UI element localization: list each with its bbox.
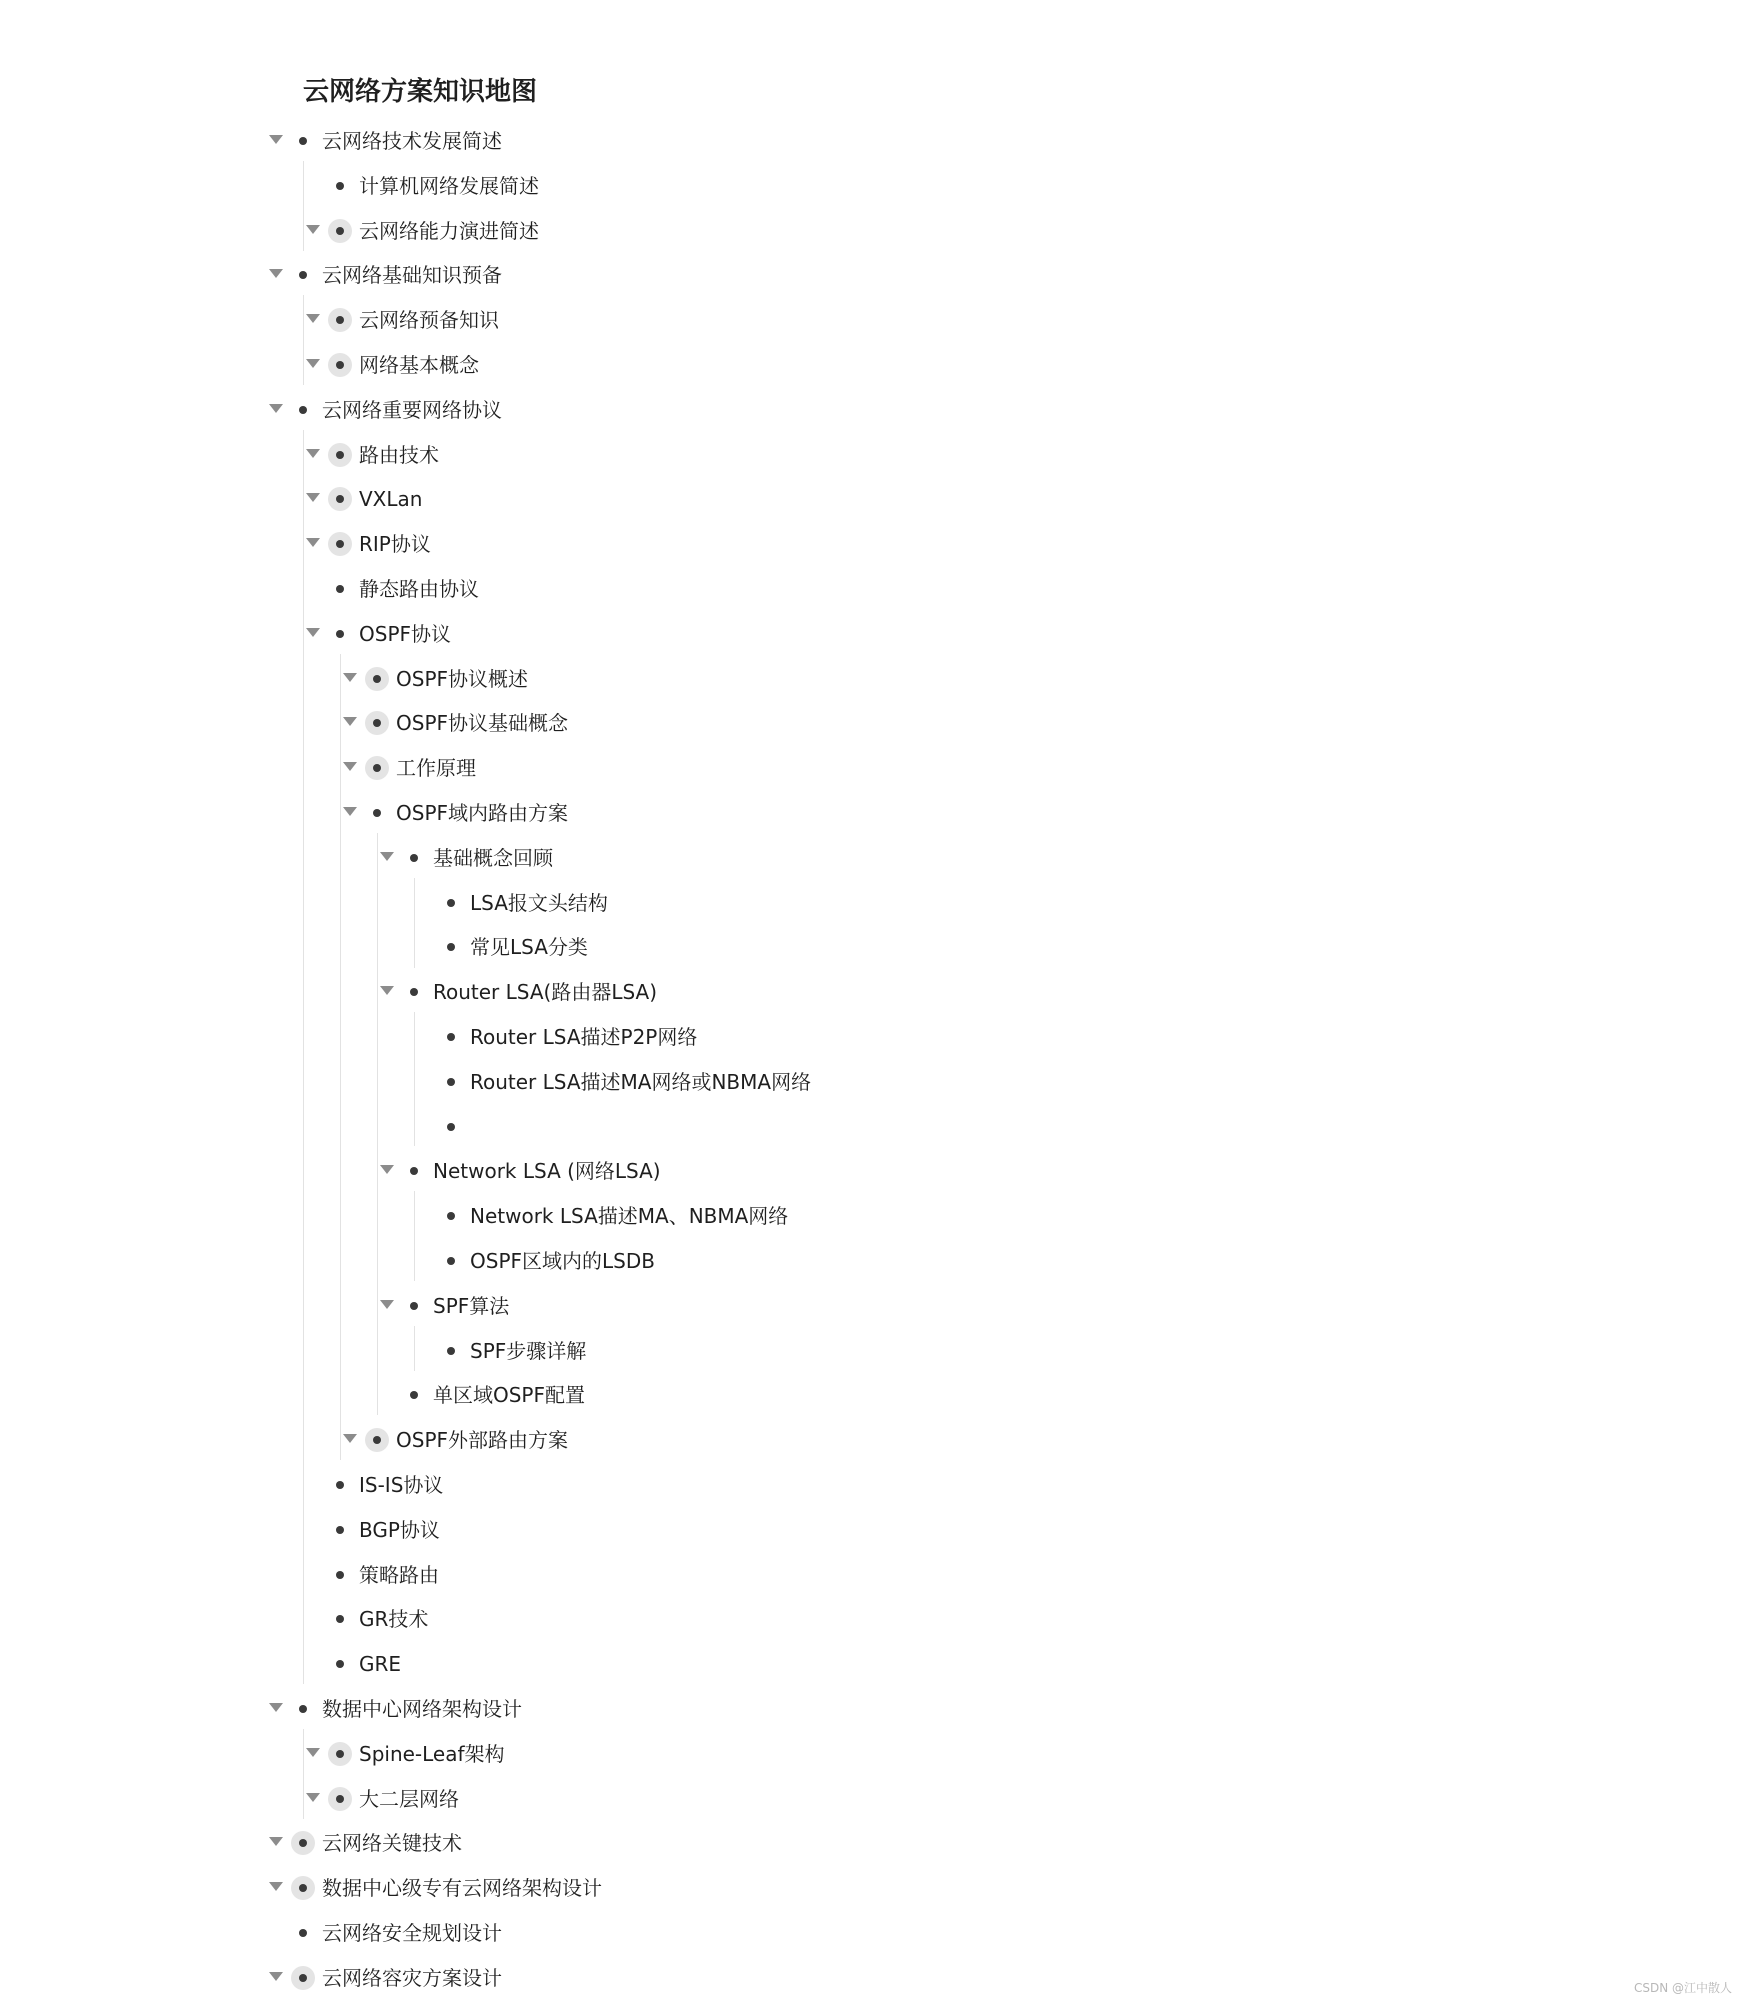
outline-item-label[interactable]: 基础概念回顾 bbox=[433, 846, 553, 870]
toggle-caret-icon[interactable] bbox=[306, 225, 320, 234]
outline-item[interactable] bbox=[0, 1420, 1746, 1460]
outline-item-label[interactable]: Network LSA描述MA、NBMA网络 bbox=[470, 1204, 789, 1228]
bullet-dot-icon[interactable] bbox=[447, 899, 455, 907]
outline-item-label[interactable]: OSPF区域内的LSDB bbox=[470, 1249, 655, 1273]
outline-item-label[interactable]: 云网络关键技术 bbox=[322, 1831, 462, 1855]
bullet-dot-icon[interactable] bbox=[336, 585, 344, 593]
outline-item[interactable] bbox=[0, 345, 1746, 385]
bullet-dot-icon[interactable] bbox=[410, 1302, 418, 1310]
bullet-dot-icon[interactable] bbox=[336, 451, 344, 459]
outline-item-label[interactable]: 数据中心级专有云网络架构设计 bbox=[322, 1876, 602, 1900]
outline-item-label[interactable]: 静态路由协议 bbox=[359, 577, 479, 601]
toggle-caret-icon[interactable] bbox=[380, 1165, 394, 1174]
outline-item[interactable] bbox=[0, 1017, 1746, 1057]
toggle-caret-icon[interactable] bbox=[380, 1300, 394, 1309]
bullet-dot-icon[interactable] bbox=[447, 1033, 455, 1041]
bullet-dot-icon[interactable] bbox=[336, 182, 344, 190]
outline-item[interactable] bbox=[0, 1868, 1746, 1908]
bullet-dot-icon[interactable] bbox=[410, 988, 418, 996]
outline-item-label[interactable]: Router LSA描述MA网络或NBMA网络 bbox=[470, 1070, 812, 1094]
outline-item[interactable] bbox=[0, 166, 1746, 206]
bullet-dot-icon[interactable] bbox=[299, 1705, 307, 1713]
outline-item-label[interactable]: GRE bbox=[359, 1652, 402, 1676]
toggle-caret-icon[interactable] bbox=[306, 314, 320, 323]
outline-item[interactable] bbox=[0, 972, 1746, 1012]
outline-item[interactable] bbox=[0, 1375, 1746, 1415]
bullet-dot-icon[interactable] bbox=[336, 1750, 344, 1758]
bullet-dot-icon[interactable] bbox=[447, 943, 455, 951]
bullet-dot-icon[interactable] bbox=[336, 1615, 344, 1623]
bullet-dot-icon[interactable] bbox=[373, 809, 381, 817]
bullet-dot-icon[interactable] bbox=[336, 1795, 344, 1803]
outline-item-label[interactable]: SPF步骤详解 bbox=[470, 1339, 587, 1363]
outline-item[interactable] bbox=[0, 300, 1746, 340]
toggle-caret-icon[interactable] bbox=[269, 404, 283, 413]
toggle-caret-icon[interactable] bbox=[306, 449, 320, 458]
bullet-dot-icon[interactable] bbox=[410, 1167, 418, 1175]
outline-item-label[interactable]: 云网络预备知识 bbox=[359, 308, 499, 332]
outline-item-label[interactable]: Router LSA(路由器LSA) bbox=[433, 980, 658, 1004]
toggle-caret-icon[interactable] bbox=[380, 852, 394, 861]
toggle-caret-icon[interactable] bbox=[306, 493, 320, 502]
outline-item-label[interactable]: 大二层网络 bbox=[359, 1787, 459, 1811]
outline-item-label[interactable]: VXLan bbox=[359, 487, 423, 511]
outline-item[interactable] bbox=[0, 1913, 1746, 1953]
outline-item[interactable] bbox=[0, 1465, 1746, 1505]
outline-item[interactable] bbox=[0, 748, 1746, 788]
outline-item[interactable] bbox=[0, 1331, 1746, 1371]
bullet-dot-icon[interactable] bbox=[373, 719, 381, 727]
toggle-caret-icon[interactable] bbox=[306, 1793, 320, 1802]
outline-item-label[interactable]: OSPF协议概述 bbox=[396, 667, 529, 691]
outline-item[interactable] bbox=[0, 1555, 1746, 1595]
outline-item[interactable] bbox=[0, 1062, 1746, 1102]
bullet-dot-icon[interactable] bbox=[299, 406, 307, 414]
outline-item[interactable] bbox=[0, 1958, 1746, 1998]
outline-item-label[interactable]: 工作原理 bbox=[396, 756, 476, 780]
outline-item[interactable] bbox=[0, 479, 1746, 519]
outline-item-label[interactable]: GR技术 bbox=[359, 1607, 429, 1631]
outline-item[interactable] bbox=[0, 255, 1746, 295]
toggle-caret-icon[interactable] bbox=[306, 628, 320, 637]
bullet-dot-icon[interactable] bbox=[336, 227, 344, 235]
outline-item[interactable] bbox=[0, 1689, 1746, 1729]
bullet-dot-icon[interactable] bbox=[336, 540, 344, 548]
toggle-caret-icon[interactable] bbox=[343, 673, 357, 682]
outline-item-label[interactable]: Spine-Leaf架构 bbox=[359, 1742, 505, 1766]
outline-item[interactable] bbox=[0, 927, 1746, 967]
outline-item[interactable] bbox=[0, 1644, 1746, 1684]
outline-item-label[interactable]: OSPF外部路由方案 bbox=[396, 1428, 569, 1452]
outline-item[interactable] bbox=[0, 1286, 1746, 1326]
outline-item-label[interactable]: Network LSA (网络LSA) bbox=[433, 1159, 661, 1183]
toggle-caret-icon[interactable] bbox=[343, 762, 357, 771]
outline-item[interactable] bbox=[0, 838, 1746, 878]
bullet-dot-icon[interactable] bbox=[336, 1660, 344, 1668]
outline-item[interactable] bbox=[0, 569, 1746, 609]
outline-item[interactable] bbox=[0, 1599, 1746, 1639]
outline-item[interactable] bbox=[0, 1107, 1746, 1147]
outline-item-label[interactable]: Router LSA描述P2P网络 bbox=[470, 1025, 698, 1049]
outline-item-label[interactable]: RIP协议 bbox=[359, 532, 431, 556]
outline-item-label[interactable]: 云网络容灾方案设计 bbox=[322, 1966, 502, 1990]
outline-item-label[interactable]: LSA报文头结构 bbox=[470, 891, 608, 915]
bullet-dot-icon[interactable] bbox=[336, 316, 344, 324]
toggle-caret-icon[interactable] bbox=[269, 1837, 283, 1846]
document-title: 云网络方案知识地图 bbox=[303, 77, 538, 107]
outline-item[interactable] bbox=[0, 1241, 1746, 1281]
bullet-dot-icon[interactable] bbox=[299, 1839, 307, 1847]
bullet-dot-icon[interactable] bbox=[299, 1974, 307, 1982]
bullet-dot-icon[interactable] bbox=[373, 675, 381, 683]
toggle-caret-icon[interactable] bbox=[343, 807, 357, 816]
bullet-dot-icon[interactable] bbox=[299, 1929, 307, 1937]
toggle-caret-icon[interactable] bbox=[269, 1882, 283, 1891]
bullet-dot-icon[interactable] bbox=[336, 630, 344, 638]
outline-item[interactable] bbox=[0, 390, 1746, 430]
outline-item-label[interactable]: 计算机网络发展简述 bbox=[359, 174, 539, 198]
outline-item[interactable] bbox=[0, 211, 1746, 251]
outline-item[interactable] bbox=[0, 883, 1746, 923]
outline-item-label[interactable]: OSPF域内路由方案 bbox=[396, 801, 569, 825]
bullet-dot-icon[interactable] bbox=[336, 1481, 344, 1489]
toggle-caret-icon[interactable] bbox=[343, 717, 357, 726]
outline-item-label[interactable]: 路由技术 bbox=[359, 443, 439, 467]
outline-item[interactable] bbox=[0, 1196, 1746, 1236]
outline-item-label[interactable]: 云网络基础知识预备 bbox=[322, 263, 502, 287]
outline-item-label[interactable]: 云网络安全规划设计 bbox=[322, 1921, 502, 1945]
bullet-dot-icon[interactable] bbox=[447, 1257, 455, 1265]
toggle-caret-icon[interactable] bbox=[269, 1703, 283, 1712]
toggle-caret-icon[interactable] bbox=[380, 986, 394, 995]
outline-item-label[interactable]: 常见LSA分类 bbox=[470, 935, 588, 959]
outline-item[interactable] bbox=[0, 614, 1746, 654]
toggle-caret-icon[interactable] bbox=[343, 1434, 357, 1443]
outline-item[interactable] bbox=[0, 793, 1746, 833]
outline-item-label[interactable]: IS-IS协议 bbox=[359, 1473, 444, 1497]
outline-item[interactable] bbox=[0, 524, 1746, 564]
outline-item-label[interactable]: 数据中心网络架构设计 bbox=[322, 1697, 522, 1721]
bullet-dot-icon[interactable] bbox=[299, 271, 307, 279]
outline-item-label[interactable]: 单区域OSPF配置 bbox=[433, 1383, 586, 1407]
outline-item-label[interactable]: OSPF协议基础概念 bbox=[396, 711, 569, 735]
outline-item-label[interactable]: 云网络重要网络协议 bbox=[322, 398, 502, 422]
outline-item[interactable] bbox=[0, 121, 1746, 161]
bullet-dot-icon[interactable] bbox=[373, 764, 381, 772]
bullet-dot-icon[interactable] bbox=[447, 1123, 455, 1131]
bullet-dot-icon[interactable] bbox=[447, 1347, 455, 1355]
bullet-dot-icon[interactable] bbox=[373, 1436, 381, 1444]
bullet-dot-icon[interactable] bbox=[336, 495, 344, 503]
outline-item-label[interactable]: BGP协议 bbox=[359, 1518, 440, 1542]
outline-item-label[interactable]: SPF算法 bbox=[433, 1294, 510, 1318]
bullet-dot-icon[interactable] bbox=[447, 1212, 455, 1220]
bullet-dot-icon[interactable] bbox=[447, 1078, 455, 1086]
toggle-caret-icon[interactable] bbox=[269, 269, 283, 278]
bullet-dot-icon[interactable] bbox=[336, 1526, 344, 1534]
bullet-dot-icon[interactable] bbox=[299, 1884, 307, 1892]
toggle-caret-icon[interactable] bbox=[269, 135, 283, 144]
watermark: CSDN @江中散人 bbox=[1633, 1981, 1732, 1995]
outline-item[interactable] bbox=[0, 1510, 1746, 1550]
toggle-caret-icon[interactable] bbox=[306, 359, 320, 368]
outline-item[interactable] bbox=[0, 1823, 1746, 1863]
bullet-dot-icon[interactable] bbox=[336, 361, 344, 369]
outline-item-label[interactable]: 策略路由 bbox=[359, 1563, 439, 1587]
toggle-caret-icon[interactable] bbox=[269, 1972, 283, 1981]
toggle-caret-icon[interactable] bbox=[306, 1748, 320, 1757]
outline-item-label[interactable]: 云网络能力演进简述 bbox=[359, 219, 539, 243]
bullet-dot-icon[interactable] bbox=[410, 1391, 418, 1399]
outline-item[interactable] bbox=[0, 703, 1746, 743]
outline-item-label[interactable]: 云网络技术发展简述 bbox=[322, 129, 502, 153]
outline-item[interactable] bbox=[0, 659, 1746, 699]
outline-item[interactable] bbox=[0, 1151, 1746, 1191]
bullet-dot-icon[interactable] bbox=[299, 137, 307, 145]
outline-item-label[interactable]: OSPF协议 bbox=[359, 622, 452, 646]
bullet-dot-icon[interactable] bbox=[410, 854, 418, 862]
bullet-dot-icon[interactable] bbox=[336, 1571, 344, 1579]
outline-item[interactable] bbox=[0, 1779, 1746, 1819]
toggle-caret-icon[interactable] bbox=[306, 538, 320, 547]
outline-item-label[interactable]: 网络基本概念 bbox=[359, 353, 479, 377]
outline-item[interactable] bbox=[0, 1734, 1746, 1774]
outline-item[interactable] bbox=[0, 435, 1746, 475]
